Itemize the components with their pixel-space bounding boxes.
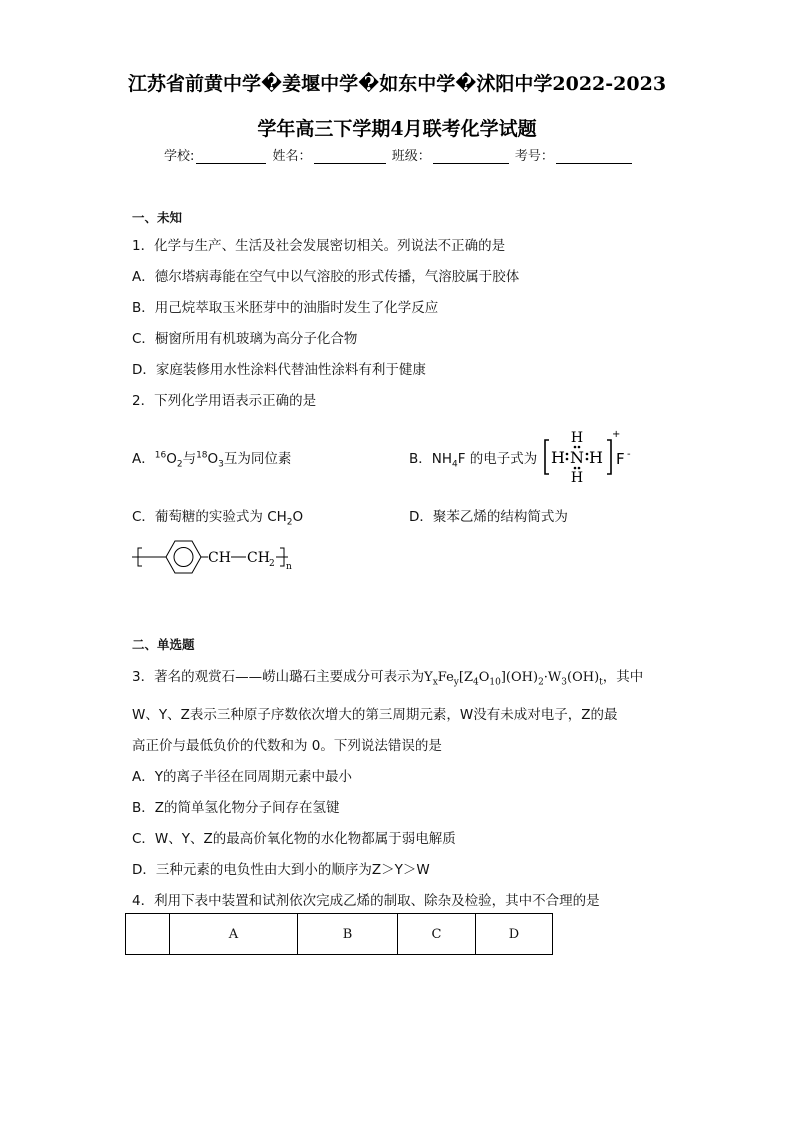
q3-f-o: O xyxy=(478,670,490,685)
q3-f-ysub: y xyxy=(453,677,459,688)
q3-f-10: 10 xyxy=(489,677,501,688)
q2-c-suffix: O xyxy=(292,509,304,525)
q4-stem: 4．利用下表中装置和试剂依次完成乙烯的制取、除杂及检验，其中不合理的是 xyxy=(132,893,600,909)
q2-b-prefix: B．NH xyxy=(409,451,453,467)
electron-f: F xyxy=(616,450,625,468)
ammonium-fluoride-electron-formula xyxy=(543,428,639,484)
q3-stem-prefix: 3．著名的观赏石——崂山璐石主要成分可表示为 xyxy=(132,669,425,685)
exam-title-line1: 江苏省前黄中学�姜堰中学�如东中学�沭阳中学2022-2023 xyxy=(127,73,667,95)
q3-stem-line2: W、Y、Z表示三种原子序数依次增大的第三周期元素，W没有未成对电子，Z的最 xyxy=(132,707,618,723)
q2-stem: 2．下列化学用语表示正确的是 xyxy=(132,393,317,409)
q3-f-y: Y xyxy=(424,670,433,685)
q3-f-close: ](OH) xyxy=(500,670,539,685)
q3-option-c: C．W、Y、Z的最高价氧化物的水化物都属于弱电解质 xyxy=(132,831,456,847)
section-heading-1: 一、未知 xyxy=(132,210,183,225)
q1-option-b: B．用己烷萃取玉米胚芽中的油脂时发生了化学反应 xyxy=(132,300,439,316)
q2-a-prefix: A． xyxy=(132,451,155,467)
class-blank[interactable] xyxy=(433,150,509,164)
polymer-ch: CH xyxy=(208,550,231,566)
exam-title-line2: 学年高三下学期4月联考化学试题 xyxy=(257,118,537,140)
electron-plus-charge: + xyxy=(612,429,621,440)
q3-f-3: 3 xyxy=(561,677,568,688)
q2-a-suffix: 互为同位素 xyxy=(223,451,292,467)
polymer-ch2: CH xyxy=(247,550,270,566)
electron-minus-charge: - xyxy=(627,449,631,460)
q2-a-elem2: O xyxy=(207,451,219,467)
q2-b-sub: 4 xyxy=(452,459,458,470)
q3-f-t: t xyxy=(599,677,603,688)
name-blank[interactable] xyxy=(314,150,386,164)
q2-c-sub: 2 xyxy=(286,517,293,528)
polymer-ch2-sub: 2 xyxy=(269,559,275,569)
q1-option-a: A．德尔塔病毒能在空气中以气溶胶的形式传播，气溶胶属于胶体 xyxy=(132,269,520,285)
q3-f-2: 2 xyxy=(538,677,544,688)
q3-f-4: 4 xyxy=(472,677,479,688)
polymer-n: n xyxy=(286,562,292,572)
q3-option-a: A．Y的离子半径在同周期元素中最小 xyxy=(132,769,352,785)
electron-h-right: H xyxy=(589,448,603,467)
q3-f-fe: Fe xyxy=(437,670,454,685)
q3-formula xyxy=(424,670,603,688)
q4-header-a: A xyxy=(170,914,298,955)
q2-option-a xyxy=(132,447,291,470)
q4-table xyxy=(125,913,553,955)
q2-a-sub2: 3 xyxy=(218,459,224,470)
electron-h-top: H xyxy=(570,430,584,446)
student-info-row xyxy=(164,145,634,164)
q2-b-suffix: F 的电子式为 xyxy=(457,451,538,467)
school-blank[interactable] xyxy=(196,150,266,164)
q3-option-d: D．三种元素的电负性由大到小的顺序为Z＞Y＞W xyxy=(132,862,430,878)
q3-f-oh: (OH) xyxy=(567,670,600,685)
q2-a-sub1: 2 xyxy=(176,459,183,470)
q4-header-c: C xyxy=(398,914,476,955)
q2-option-d: D．聚苯乙烯的结构简式为 xyxy=(409,509,568,525)
section-heading-2: 二、单选题 xyxy=(132,637,195,652)
q2-a-mid: 与 xyxy=(182,451,197,467)
q1-stem: 1．化学与生产、生活及社会发展密切相关。列说法不正确的是 xyxy=(132,238,506,254)
q4-header-empty xyxy=(126,914,170,955)
electron-h-bottom: H xyxy=(570,470,584,484)
q2-option-b xyxy=(409,447,537,470)
q2-a-elem1: O xyxy=(166,451,177,467)
class-label: 班级： xyxy=(391,149,431,164)
school-label: 学校: xyxy=(164,149,195,164)
q3-stem-line1 xyxy=(132,665,643,688)
q2-a-mass1: 16 xyxy=(154,450,167,461)
q4-header-d: D xyxy=(476,914,553,955)
q3-f-w: ·W xyxy=(543,670,562,685)
q1-option-c: C．橱窗所用有机玻璃为高分子化合物 xyxy=(132,331,358,347)
electron-n: N xyxy=(570,448,584,467)
q3-f-bracket: [Z xyxy=(458,670,473,685)
q2-option-c xyxy=(132,505,303,528)
exam-no-blank[interactable] xyxy=(556,150,632,164)
q1-option-d: D．家庭装修用水性涂料代替油性涂料有利于健康 xyxy=(132,362,426,378)
q4-header-b: B xyxy=(298,914,398,955)
polystyrene-structure xyxy=(128,536,308,578)
q3-f-x: x xyxy=(432,677,438,688)
q3-stem-suffix: ，其中 xyxy=(602,669,644,685)
name-label: 姓名： xyxy=(272,149,312,164)
q2-a-mass2: 18 xyxy=(196,450,208,461)
q3-option-b: B．Z的简单氢化物分子间存在氢键 xyxy=(132,800,340,816)
q2-c-prefix: C．葡萄糖的实验式为 CH xyxy=(132,509,287,525)
exam-no-label: 考号： xyxy=(514,149,554,164)
q3-stem-line3: 高正价与最低负价的代数和为 0。下列说法错误的是 xyxy=(132,738,442,754)
electron-h-left: H xyxy=(551,448,565,467)
table-row xyxy=(126,914,553,955)
